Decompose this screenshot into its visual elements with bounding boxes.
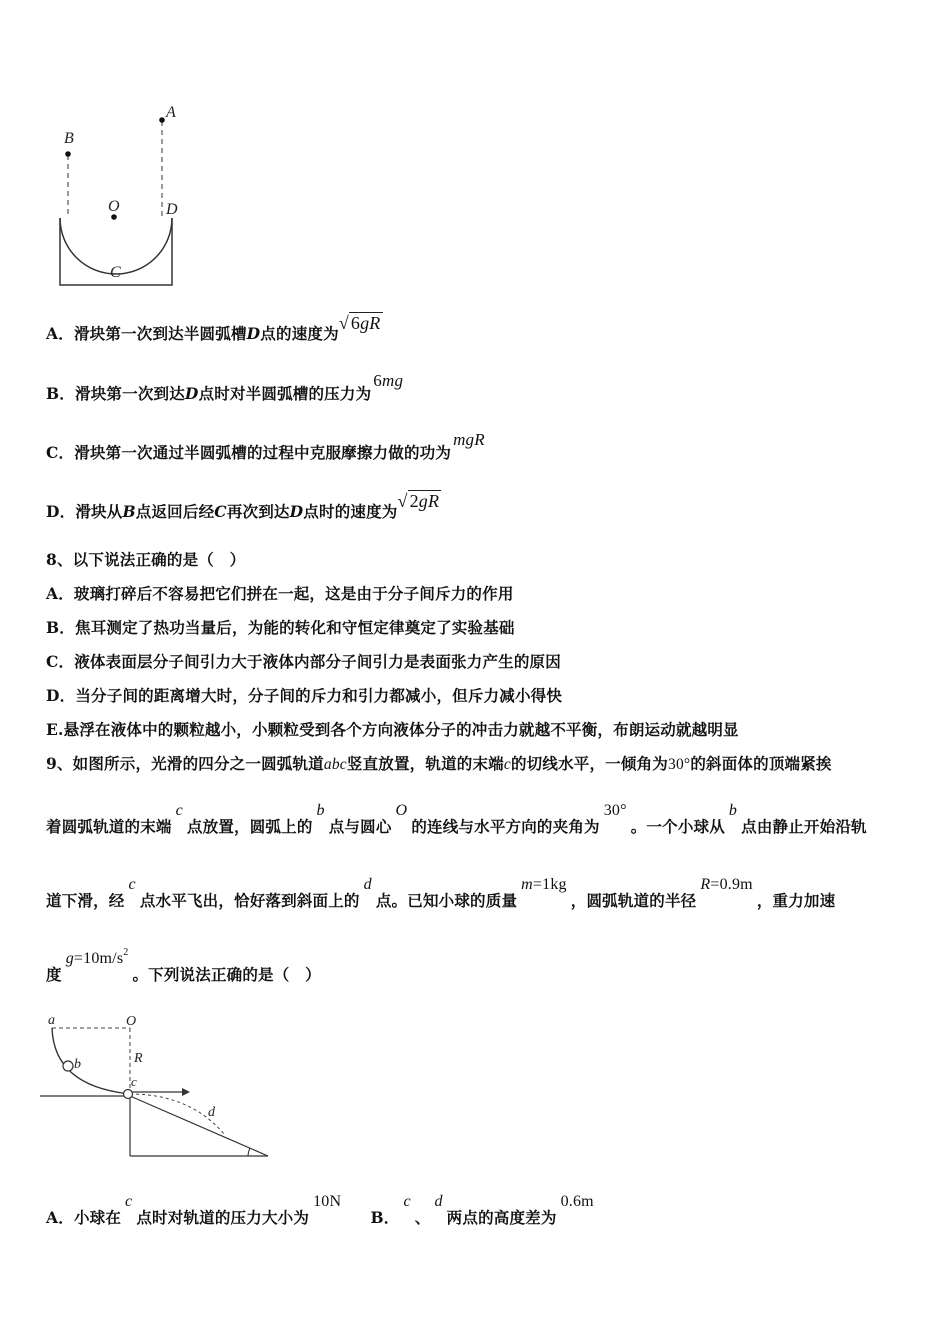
label-a: a bbox=[48, 1013, 55, 1028]
q8-stem: 8、以下说法正确的是（ ） bbox=[46, 550, 246, 569]
q8-option-e: E.悬浮在液体中的颗粒越小，小颗粒受到各个方向液体分子的冲击力就越不平衡，布朗运动就越明显 bbox=[46, 720, 739, 739]
label-a: A bbox=[166, 104, 176, 121]
quarter-arc-track bbox=[52, 1028, 130, 1094]
label-b: B bbox=[64, 130, 74, 147]
point-o bbox=[111, 214, 117, 220]
point-a bbox=[159, 117, 165, 123]
sqrt-expression: √ 6gR bbox=[338, 313, 381, 333]
label-o: O bbox=[126, 1014, 137, 1029]
label-c: c bbox=[131, 1074, 137, 1089]
q7-option-d: D．滑块从B点返回后经C再次到达D点时的速度为√ 2gR bbox=[46, 491, 440, 521]
label-d: D bbox=[166, 201, 178, 218]
q8-option-a: A．玻璃打碎后不容易把它们拼在一起，这是由于分子间斥力的作用 bbox=[46, 584, 514, 603]
ball-c bbox=[124, 1090, 133, 1099]
label-b: b bbox=[74, 1057, 81, 1072]
incline-angle-arc bbox=[248, 1148, 250, 1156]
point-b bbox=[65, 151, 71, 157]
q9-stem-line4: 度$g=10m/s^2$。下列说法正确的是（ ） bbox=[46, 947, 321, 984]
figure-semicircle-groove bbox=[40, 95, 200, 295]
label-r: R bbox=[134, 1051, 143, 1066]
q9-stem-line3: 道下滑，经c点水平飞出，恰好落到斜面上的d点。已知小球的质量m=1kg，圆弧轨道的半径R=0.9m，重力加速 bbox=[46, 876, 836, 910]
q9-stem-line1: 9、如图所示，光滑的四分之一圆弧轨道abc竖直放置，轨道的末端c的切线水平，一倾角为30°的斜面体的顶端紧挨 bbox=[46, 754, 832, 773]
q7-option-b: B．滑块第一次到达D点时对半圆弧槽的压力为6mg bbox=[46, 371, 404, 403]
label-o: O bbox=[108, 198, 120, 215]
figure-arc-track-incline bbox=[40, 1008, 280, 1168]
sqrt-expression: √ 2gR bbox=[397, 491, 440, 511]
q9-options-row: A．小球在c点时对轨道的压力大小为10N B．c、d两点的高度差为0.6m bbox=[46, 1193, 594, 1227]
q7-option-a: A．滑块第一次到达半圆弧槽D点的速度为√ 6gR bbox=[46, 313, 381, 343]
q7-option-c: C．滑块第一次通过半圆弧槽的过程中克服摩擦力做的功为mgR bbox=[46, 430, 485, 462]
incline-slope bbox=[130, 1096, 268, 1156]
label-c: C bbox=[110, 264, 121, 281]
q8-option-b: B．焦耳测定了热功当量后，为能的转化和守恒定律奠定了实验基础 bbox=[46, 618, 515, 637]
q9-stem-line2: 着圆弧轨道的末端c点放置，圆弧上的b点与圆心O的连线与水平方向的夹角为30°。一个小球从b点由静止开始沿轨 bbox=[46, 802, 867, 836]
q8-option-d: D．当分子间的距离增大时，分子间的斥力和引力都减小，但斥力减小得快 bbox=[46, 686, 563, 705]
ball-b bbox=[63, 1061, 73, 1071]
velocity-arrowhead bbox=[182, 1088, 190, 1096]
q8-option-c: C．液体表面层分子间引力大于液体内部分子间引力是表面张力产生的原因 bbox=[46, 652, 561, 671]
label-d: d bbox=[208, 1105, 215, 1120]
